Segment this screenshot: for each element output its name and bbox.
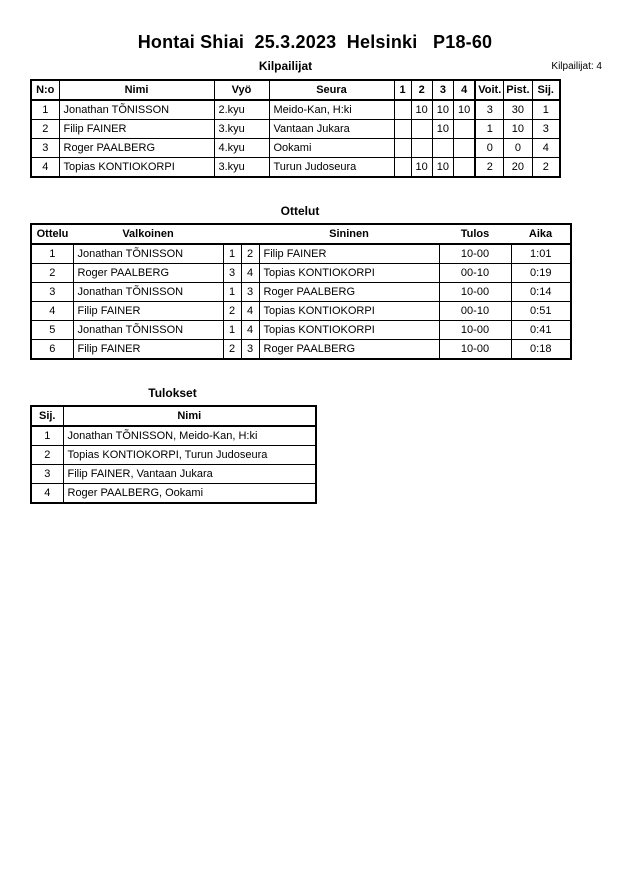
cell-match-no: 6 xyxy=(31,340,73,360)
cell-white-no: 1 xyxy=(223,244,241,264)
col-header-sij: Sij. xyxy=(31,406,63,426)
cell-place: 2 xyxy=(31,446,63,465)
col-header-sininen: Sininen xyxy=(259,224,439,244)
cell-match-no: 4 xyxy=(31,302,73,321)
cell-blue-name: Topias KONTIOKORPI xyxy=(259,264,439,283)
cell-white-no: 1 xyxy=(223,321,241,340)
cell-no: 4 xyxy=(31,158,59,178)
cell-seura: Ookami xyxy=(269,139,394,158)
cell-place: 1 xyxy=(31,426,63,446)
cell-score-2: 10 xyxy=(411,100,432,120)
cell-name-club: Jonathan TÕNISSON, Meido-Kan, H:ki xyxy=(63,426,316,446)
cell-white-name: Jonathan TÕNISSON xyxy=(73,244,223,264)
col-header-ottelu: Ottelu xyxy=(31,224,73,244)
cell-match-no: 1 xyxy=(31,244,73,264)
cell-blue-name: Roger PAALBERG xyxy=(259,340,439,360)
cell-vyo: 4.kyu xyxy=(214,139,269,158)
cell-result: 10-00 xyxy=(439,283,511,302)
cell-score-1 xyxy=(394,158,411,178)
cell-score-2: 10 xyxy=(411,158,432,178)
cell-blue-no: 3 xyxy=(241,283,259,302)
col-header-sij: Sij. xyxy=(532,80,560,100)
cell-time: 0:19 xyxy=(511,264,571,283)
cell-blue-no: 4 xyxy=(241,302,259,321)
table-row xyxy=(31,244,571,264)
cell-blue-name: Filip FAINER xyxy=(259,244,439,264)
cell-voit: 0 xyxy=(475,139,504,158)
cell-time: 0:51 xyxy=(511,302,571,321)
cell-vyo: 2.kyu xyxy=(214,100,269,120)
cell-result: 10-00 xyxy=(439,244,511,264)
col-header-2: 2 xyxy=(411,80,432,100)
cell-result: 10-00 xyxy=(439,340,511,360)
cell-voit: 2 xyxy=(475,158,504,178)
page-title: Hontai Shiai 25.3.2023 Helsinki P18-60 xyxy=(137,32,493,52)
cell-sij: 1 xyxy=(532,100,560,120)
col-header-voit: Voit. xyxy=(475,80,504,100)
cell-sij: 2 xyxy=(532,158,560,178)
cell-vyo: 3.kyu xyxy=(214,158,269,178)
cell-score-3: 10 xyxy=(432,120,453,139)
cell-score-4: 10 xyxy=(454,100,476,120)
cell-pist: 30 xyxy=(504,100,532,120)
cell-white-name: Filip FAINER xyxy=(73,302,223,321)
cell-vyo: 3.kyu xyxy=(214,120,269,139)
cell-sij: 4 xyxy=(532,139,560,158)
table-row xyxy=(31,139,560,158)
col-header-white-no xyxy=(223,224,241,244)
cell-score-2 xyxy=(411,139,432,158)
cell-score-3: 10 xyxy=(432,100,453,120)
cell-nimi: Topias KONTIOKORPI xyxy=(59,158,214,178)
col-header-nimi: Nimi xyxy=(63,406,316,426)
cell-match-no: 3 xyxy=(31,283,73,302)
cell-blue-name: Roger PAALBERG xyxy=(259,283,439,302)
cell-result: 00-10 xyxy=(439,302,511,321)
competitors-table xyxy=(30,79,561,178)
cell-result: 00-10 xyxy=(439,264,511,283)
cell-white-no: 2 xyxy=(223,340,241,360)
cell-white-name: Filip FAINER xyxy=(73,340,223,360)
cell-no: 2 xyxy=(31,120,59,139)
cell-score-1 xyxy=(394,100,411,120)
matches-header-row xyxy=(31,224,571,244)
cell-no: 3 xyxy=(31,139,59,158)
cell-score-4 xyxy=(454,120,476,139)
cell-no: 1 xyxy=(31,100,59,120)
cell-white-no: 2 xyxy=(223,302,241,321)
col-header-aika: Aika xyxy=(511,224,571,244)
cell-place: 3 xyxy=(31,465,63,484)
table-row xyxy=(31,465,316,484)
cell-white-name: Jonathan TÕNISSON xyxy=(73,321,223,340)
section-title-kilpailijat: Kilpailijat xyxy=(258,59,313,73)
cell-white-no: 1 xyxy=(223,283,241,302)
cell-match-no: 2 xyxy=(31,264,73,283)
cell-voit: 3 xyxy=(475,100,504,120)
cell-score-1 xyxy=(394,139,411,158)
cell-score-1 xyxy=(394,120,411,139)
results-header-row xyxy=(31,406,316,426)
col-header-nimi: Nimi xyxy=(59,80,214,100)
col-header-pist: Pist. xyxy=(504,80,532,100)
table-row xyxy=(31,100,560,120)
cell-name-club: Filip FAINER, Vantaan Jukara xyxy=(63,465,316,484)
table-row xyxy=(31,302,571,321)
cell-blue-name: Topias KONTIOKORPI xyxy=(259,321,439,340)
cell-result: 10-00 xyxy=(439,321,511,340)
subhead-row xyxy=(0,59,630,77)
cell-time: 0:14 xyxy=(511,283,571,302)
cell-blue-no: 4 xyxy=(241,321,259,340)
cell-pist: 10 xyxy=(504,120,532,139)
cell-blue-name: Topias KONTIOKORPI xyxy=(259,302,439,321)
col-header-valkoinen: Valkoinen xyxy=(73,224,223,244)
table-row xyxy=(31,446,316,465)
competitors-count: Kilpailijat: 4 xyxy=(551,61,602,72)
cell-time: 0:41 xyxy=(511,321,571,340)
col-header-tulos: Tulos xyxy=(439,224,511,244)
col-header-no: N:o xyxy=(31,80,59,100)
col-header-seura: Seura xyxy=(269,80,394,100)
cell-score-4 xyxy=(454,158,476,178)
cell-nimi: Filip FAINER xyxy=(59,120,214,139)
cell-score-3: 10 xyxy=(432,158,453,178)
table-row xyxy=(31,426,316,446)
cell-blue-no: 3 xyxy=(241,340,259,360)
cell-voit: 1 xyxy=(475,120,504,139)
table-row xyxy=(31,321,571,340)
table-row xyxy=(31,120,560,139)
table-row xyxy=(31,264,571,283)
final-results-table xyxy=(30,405,317,504)
cell-white-no: 3 xyxy=(223,264,241,283)
cell-time: 1:01 xyxy=(511,244,571,264)
cell-blue-no: 2 xyxy=(241,244,259,264)
cell-seura: Meido-Kan, H:ki xyxy=(269,100,394,120)
cell-blue-no: 4 xyxy=(241,264,259,283)
cell-name-club: Topias KONTIOKORPI, Turun Judoseura xyxy=(63,446,316,465)
table-row xyxy=(31,158,560,178)
section-title-tulokset: Tulokset xyxy=(148,386,197,400)
col-header-3: 3 xyxy=(432,80,453,100)
cell-nimi: Roger PAALBERG xyxy=(59,139,214,158)
cell-pist: 20 xyxy=(504,158,532,178)
cell-score-3 xyxy=(432,139,453,158)
cell-score-4 xyxy=(454,139,476,158)
cell-match-no: 5 xyxy=(31,321,73,340)
cell-time: 0:18 xyxy=(511,340,571,360)
cell-place: 4 xyxy=(31,484,63,504)
table-row xyxy=(31,484,316,504)
cell-white-name: Roger PAALBERG xyxy=(73,264,223,283)
col-header-vyo: Vyö xyxy=(214,80,269,100)
section-title-ottelut: Ottelut xyxy=(280,204,320,218)
table-row xyxy=(31,283,571,302)
competitors-header-row xyxy=(31,80,560,100)
matches-table xyxy=(30,223,572,360)
cell-score-2 xyxy=(411,120,432,139)
cell-sij: 3 xyxy=(532,120,560,139)
cell-seura: Vantaan Jukara xyxy=(269,120,394,139)
cell-name-club: Roger PAALBERG, Ookami xyxy=(63,484,316,504)
col-header-blue-no xyxy=(241,224,259,244)
table-row xyxy=(31,340,571,360)
cell-seura: Turun Judoseura xyxy=(269,158,394,178)
cell-nimi: Jonathan TÕNISSON xyxy=(59,100,214,120)
col-header-1: 1 xyxy=(394,80,411,100)
cell-pist: 0 xyxy=(504,139,532,158)
cell-white-name: Jonathan TÕNISSON xyxy=(73,283,223,302)
col-header-4: 4 xyxy=(454,80,476,100)
